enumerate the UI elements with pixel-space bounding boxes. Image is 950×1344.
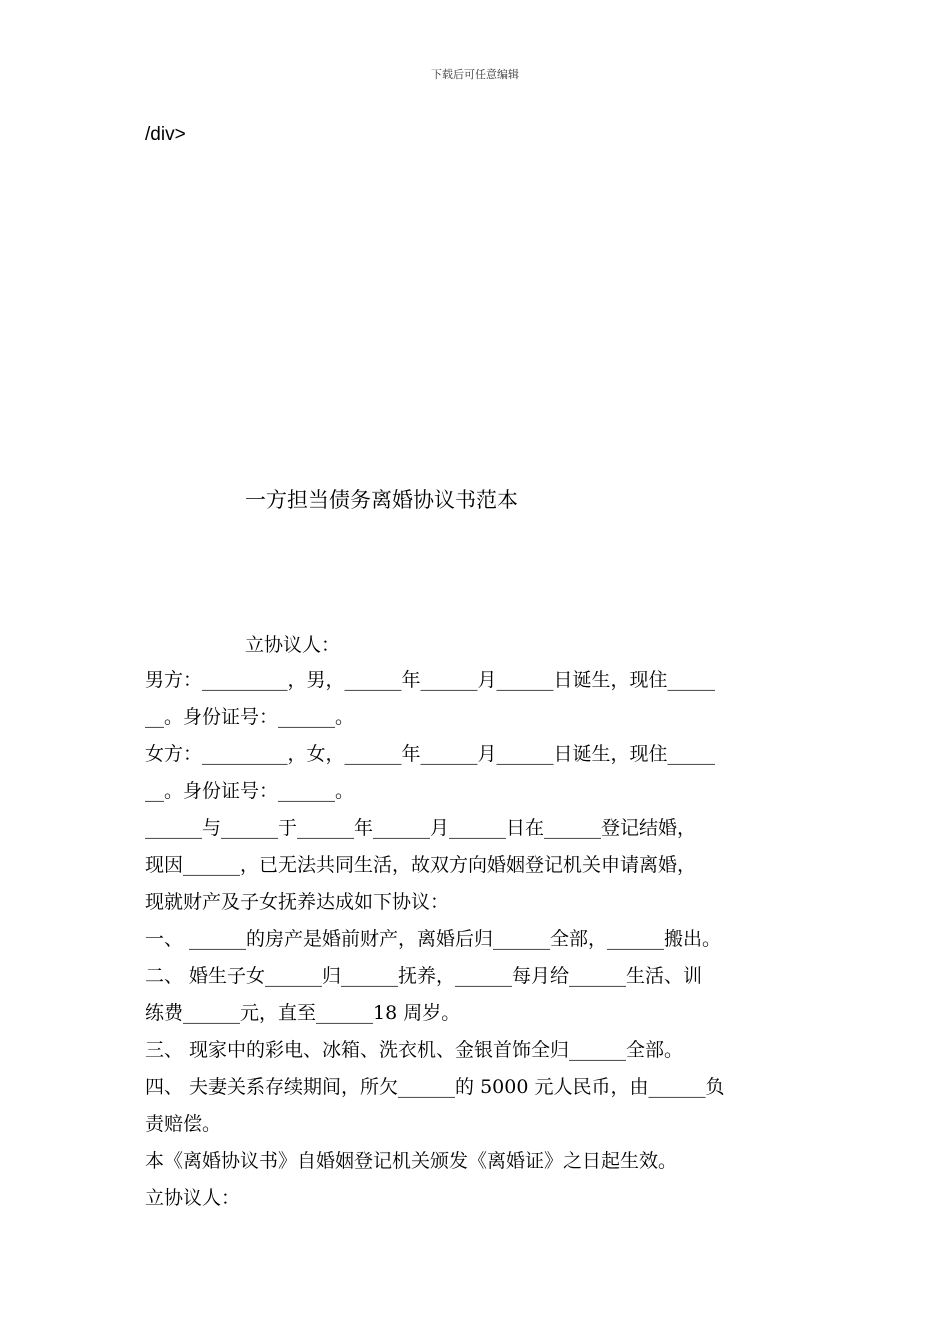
document-title: 一方担当债务离婚协议书范本	[245, 488, 518, 512]
body-line: __。身份证号：______。	[145, 706, 355, 728]
body-line: 练费______元，直至______18 周岁。	[145, 1002, 461, 1024]
body-line: 男方：_________，男，______年______月______日诞生，现住_____	[145, 669, 716, 691]
body-line: 立协议人：	[145, 1187, 241, 1209]
body-line: __。身份证号：______。	[145, 780, 355, 802]
body-line: 四、 夫妻关系存续期间，所欠______的 5000 元人民币，由______负	[145, 1076, 725, 1098]
body-line: 三、 现家中的彩电、冰箱、洗衣机、金银首饰全归______全部。	[145, 1039, 684, 1061]
body-line: 现因______，已无法共同生活，故双方向婚姻登记机关申请离婚，	[145, 854, 697, 876]
body-line: 女方：_________，女，______年______月______日诞生，现住_____	[145, 743, 716, 765]
stray-markup-text: /div>	[145, 124, 186, 145]
body-line: ______与______于______年______月______日在______登记结婚，	[145, 817, 697, 839]
body-line: 责赔偿。	[145, 1113, 222, 1135]
body-line: 本《离婚协议书》自婚姻登记机关颁发《离婚证》之日起生效。	[145, 1150, 678, 1172]
body-line: 二、 婚生子女______归______抚养，______每月给______生活、训	[145, 965, 703, 987]
agreement-body	[145, 662, 810, 1217]
page-header-note: 下载后可任意编辑	[431, 68, 519, 81]
body-line: 一、 ______的房产是婚前财产，离婚后归______全部，______搬出。	[145, 928, 722, 950]
party-intro-label: 立协议人：	[245, 634, 341, 656]
body-line: 现就财产及子女抚养达成如下协议：	[145, 891, 450, 913]
